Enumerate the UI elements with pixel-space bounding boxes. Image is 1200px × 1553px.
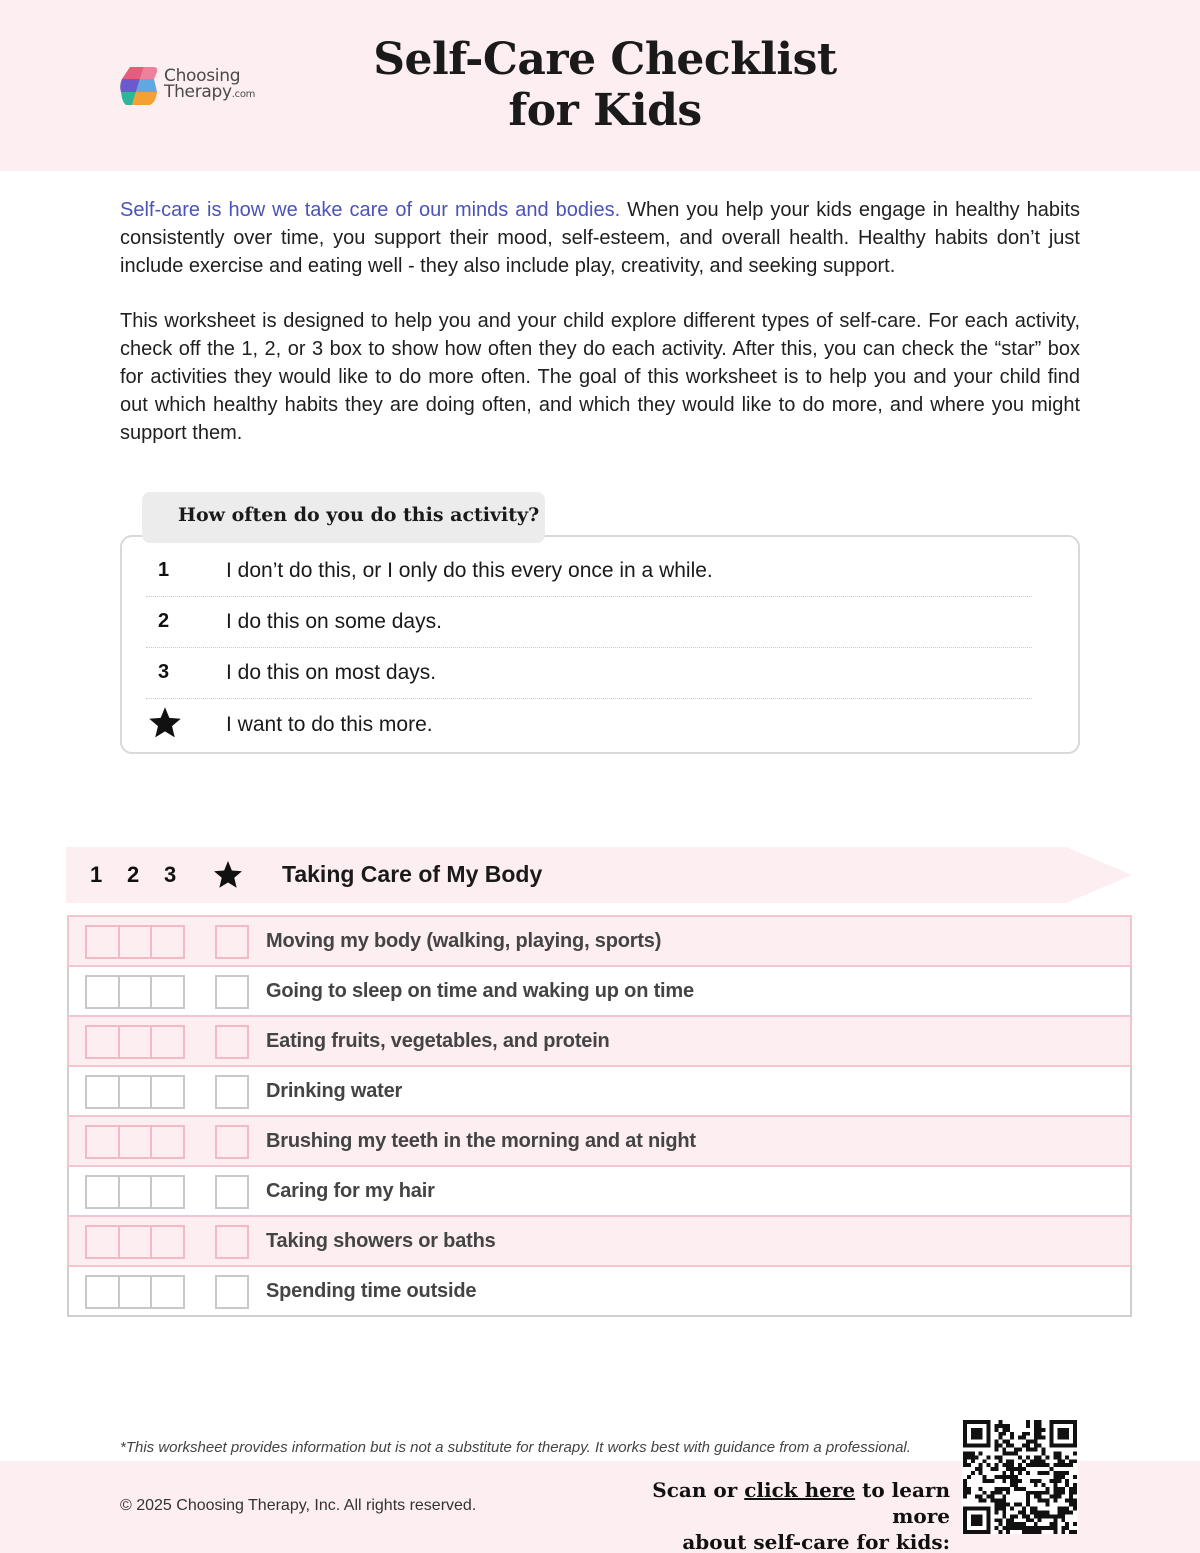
page-title [300,34,910,136]
star-checkbox[interactable] [215,1125,249,1159]
key-row [146,598,1032,648]
header-band [0,0,1200,171]
disclaimer: *This worksheet provides information but is not a substitute for therapy. It works best with guidance from a professional. [120,1439,911,1456]
logo-suffix: .com [231,89,256,100]
frequency-checkboxes [85,925,185,959]
qr-code-icon[interactable] [962,1420,1078,1534]
checkbox-1[interactable] [87,1277,120,1307]
logo-line2: Therapy [164,82,232,102]
key-text: I don’t do this, or I only do this every once in a while. [226,559,713,582]
checkbox-2[interactable] [120,1277,153,1307]
checkbox-3[interactable] [152,1077,183,1107]
key-text: I do this on most days. [226,661,437,684]
intro-p1-text: When you help your kids engage in healthy habits consistently over time, you support their mood, self-esteem, and overall health. Healthy habits don’t just include exercise and eating well - they also include play, creativity, and seeking support. [120,199,1080,277]
checkbox-2[interactable] [120,1077,153,1107]
checkbox-2[interactable] [120,1227,153,1257]
frequency-checkboxes [85,1275,185,1309]
frequency-checkboxes [85,1075,185,1109]
checkbox-3[interactable] [152,1277,183,1307]
frequency-key [120,535,1080,754]
title-line1: Self-Care Checklist [373,34,837,85]
section-header [66,847,1132,903]
scan-prefix: Scan or [652,1478,745,1502]
intro-lead: Self-care is how we take care of our minds and bodies. [120,199,621,221]
scan-prompt [600,1477,950,1553]
checkbox-3[interactable] [152,1027,183,1057]
key-label: 1 [158,559,170,581]
column-header-1: 1 [90,862,103,887]
star-icon [146,705,184,741]
frequency-checkboxes [85,1225,185,1259]
click-here-link[interactable]: click here [744,1478,856,1502]
logo-mark-icon [120,66,158,106]
activity-row [67,915,1132,967]
column-header-2: 2 [127,862,140,887]
checkbox-2[interactable] [120,1177,153,1207]
intro-paragraph-1 [120,196,1080,280]
frequency-checkboxes [85,1175,185,1209]
activity-label: Eating fruits, vegetables, and protein [266,1030,610,1052]
checkbox-1[interactable] [87,927,120,957]
checkbox-1[interactable] [87,1027,120,1057]
key-text: I do this on some days. [226,610,442,633]
logo-line1: Choosing [164,66,241,86]
activity-label: Going to sleep on time and waking up on time [266,980,694,1002]
activity-label: Caring for my hair [266,1180,435,1202]
activity-row [67,1215,1132,1267]
key-heading: How often do you do this activity? [142,492,545,543]
activity-row [67,1265,1132,1317]
checkbox-1[interactable] [87,1077,120,1107]
activity-label: Moving my body (walking, playing, sports) [266,930,662,952]
frequency-checkboxes [85,1025,185,1059]
star-icon [212,859,244,891]
star-checkbox[interactable] [215,1025,249,1059]
star-checkbox[interactable] [215,1275,249,1309]
checkbox-2[interactable] [120,977,153,1007]
activity-label: Taking showers or baths [266,1230,496,1252]
intro-paragraph-2: This worksheet is designed to help you and your child explore different types of self-care. For each activity, check off the 1, 2, or 3 box to show how often they do each activity. After this, you can check the “star” box for activities they would like to do more often. The goal of this worksheet is to help you and your child find out which healthy habits they are doing often, and which they would like to do more, and where you might support them. [120,310,1080,444]
checkbox-1[interactable] [87,1227,120,1257]
checkbox-3[interactable] [152,1177,183,1207]
key-row [146,547,1032,597]
activity-row [67,965,1132,1017]
frequency-checkboxes [85,975,185,1009]
key-text: I want to do this more. [226,713,433,736]
checkbox-1[interactable] [87,1127,120,1157]
choosing-therapy-logo[interactable] [120,64,260,108]
checkbox-2[interactable] [120,1127,153,1157]
activity-row [67,1065,1132,1117]
checkbox-3[interactable] [152,927,183,957]
key-label: 3 [158,661,170,683]
checkbox-2[interactable] [120,927,153,957]
scan-line2: about self-care for kids: [682,1530,950,1553]
checkbox-1[interactable] [87,1177,120,1207]
checkbox-3[interactable] [152,977,183,1007]
activity-row [67,1115,1132,1167]
key-label: 2 [158,610,170,632]
checkbox-3[interactable] [152,1127,183,1157]
frequency-checkboxes [85,1125,185,1159]
activity-row [67,1165,1132,1217]
activity-label: Spending time outside [266,1280,477,1302]
star-checkbox[interactable] [215,975,249,1009]
checkbox-3[interactable] [152,1227,183,1257]
activity-row [67,1015,1132,1067]
checkbox-2[interactable] [120,1027,153,1057]
star-checkbox[interactable] [215,1175,249,1209]
scan-suffix: to learn more [855,1478,950,1528]
logo-text [164,68,255,103]
key-row [146,701,1032,751]
star-checkbox[interactable] [215,1075,249,1109]
title-line2: for Kids [508,85,702,136]
star-checkbox[interactable] [215,925,249,959]
section-title: Taking Care of My Body [282,861,543,887]
column-header-3: 3 [164,862,177,887]
activity-list [67,917,1132,1317]
activity-label: Drinking water [266,1080,403,1102]
star-checkbox[interactable] [215,1225,249,1259]
checkbox-1[interactable] [87,977,120,1007]
copyright: © 2025 Choosing Therapy, Inc. All rights reserved. [120,1497,477,1514]
activity-label: Brushing my teeth in the morning and at night [266,1130,696,1152]
key-row [146,649,1032,699]
